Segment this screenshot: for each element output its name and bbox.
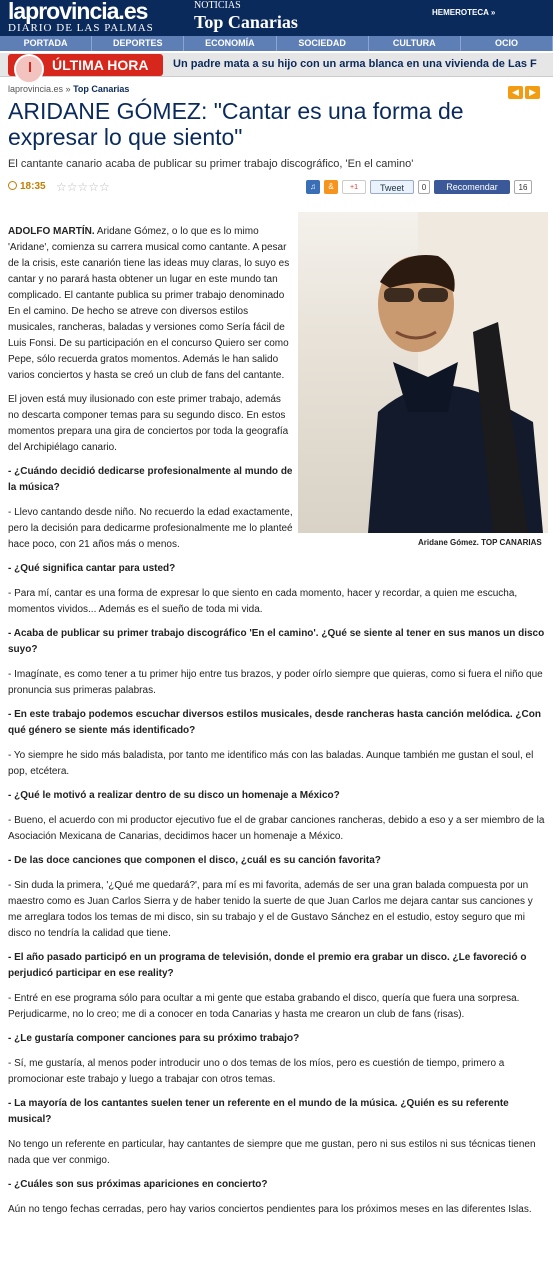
top-header xyxy=(0,0,553,36)
breadcrumb-separator: » xyxy=(65,84,71,94)
paragraph-2: El joven está muy ilusionado con este primer trabajo, además no descarta componer temas para su segundo disco. En estos momentos prepara una gira de conciertos por toda la geografía del Archipiélago canario. xyxy=(8,394,289,453)
social-buttons xyxy=(306,180,532,194)
answer-6: - Sin duda la primera, '¿Qué me quedará?', para mí es mi favorita, además de ser una gran balada compuesta por un maestro como es Juan Carlos Sierra y de haber tenido la suerte de que Juan Carlos me dejara cantar sus canciones y me arreglara todos los temas de mi disco, sin su trabajo y el de Gustavo Sánchez en el estudio, estoy seguro que mi disco no tendría la calidad que tiene. xyxy=(8,880,533,939)
breaking-headline[interactable]: Un padre mata a su hijo con un arma blanca en una vivienda de Las F xyxy=(173,58,537,70)
question-3: - Acaba de publicar su primer trabajo discográfico 'En el camino'. ¿Qué se siente al tener en sus manos un disco suyo? xyxy=(8,628,545,655)
question-6: - De las doce canciones que componen el disco, ¿cuál es su canción favorita? xyxy=(8,855,381,866)
answer-7: - Entré en ese programa sólo para ocultar a mi gente que estaba grabando el disco, quería que fuera una sorpresa. Perjudicarme, no lo creo; me di a conocer en toda Canarias y hasta me crearon un club de fans (risas). xyxy=(8,993,520,1020)
breadcrumb-current[interactable]: Top Canarias xyxy=(73,84,130,94)
answer-5: - Bueno, el acuerdo con mi productor ejecutivo fue el de grabar canciones rancheras, debido a eso y a ser miembro de la Asociación Mexicana de Canarias, decidimos hacer un homenaje a México. xyxy=(8,815,545,842)
breaking-label-text: ÚLTIMA HORA xyxy=(52,57,149,73)
author-name: ADOLFO MARTÍN. xyxy=(8,226,95,237)
section-title[interactable]: Top Canarias xyxy=(194,12,298,32)
photo-caption: Aridane Gómez. TOP CANARIAS xyxy=(418,538,542,547)
rating-stars[interactable]: ☆☆☆☆☆ xyxy=(56,180,110,194)
nav-portada[interactable]: PORTADA xyxy=(0,36,92,51)
answer-2: - Para mí, cantar es una forma de expresar lo que siento en cada momento, hacer y recordar, a quien me escucha, momentos vividos... Además es el sueño de toda mi vida. xyxy=(8,588,518,615)
breadcrumb-home[interactable]: laprovincia.es xyxy=(8,84,64,94)
question-9: - La mayoría de los cantantes suelen tener un referente en el mundo de la música. ¿Quién es su referente musical? xyxy=(8,1098,509,1125)
article-subtitle: El cantante canario acaba de publicar su primer trabajo discográfico, 'En el camino' xyxy=(8,158,414,170)
fb-count: 16 xyxy=(514,180,532,194)
logo-main: laprovincia.es xyxy=(8,0,148,24)
question-7: - El año pasado participó en un programa de televisión, donde el premio era grabar un disco. ¿Le favoreció o perjudicó participar en ese reality? xyxy=(8,952,527,979)
site-logo[interactable] xyxy=(8,0,186,34)
question-8: - ¿Le gustaría componer canciones para su próximo trabajo? xyxy=(8,1033,300,1044)
next-arrow-icon[interactable]: ▶ xyxy=(525,86,540,99)
breadcrumb xyxy=(8,84,129,94)
breaking-news-bar xyxy=(0,53,553,77)
article-time xyxy=(8,181,46,192)
time-text: 18:35 xyxy=(20,181,46,192)
nav-economia[interactable]: ECONOMÍA xyxy=(184,36,276,51)
article-body xyxy=(8,224,548,1226)
clock-icon xyxy=(14,54,44,84)
logo-sub: DIARIO DE LAS PALMAS xyxy=(8,22,154,34)
article-title: ARIDANE GÓMEZ: "Cantar es una forma de expresar lo que siento" xyxy=(8,98,464,150)
facebook-recommend-button[interactable]: Recomendar xyxy=(434,180,510,194)
nav-cultura[interactable]: CULTURA xyxy=(369,36,461,51)
article-meta xyxy=(8,180,548,196)
intro-paragraph xyxy=(8,224,293,384)
question-1: - ¿Cuándo decidió dedicarse profesionalmente al mundo de la música? xyxy=(8,466,293,493)
answer-10: Aún no tengo fechas cerradas, pero hay varios conciertos pendientes para los próximos meses en las diferentes Islas. xyxy=(8,1204,532,1215)
section-heading xyxy=(194,0,298,32)
answer-3: - Imagínate, es como tener a tu primer hijo entre tus brazos, y poder oírlo siempre que quieras, como si fuera el niño que pronuncia sus primeras palabras. xyxy=(8,669,543,696)
hemeroteca-link[interactable]: HEMEROTECA » xyxy=(432,8,496,17)
answer-1: - Llevo cantando desde niño. No recuerdo la edad exactamente, pero la decisión para dedicarme profesionalmente me lo planteé hace poco, con 21 años más o menos. xyxy=(8,507,293,550)
question-5: - ¿Qué le motivó a realizar dentro de su disco un homenaje a México? xyxy=(8,790,340,801)
tweet-count: 0 xyxy=(418,180,430,194)
share-icon[interactable]: ♫ xyxy=(306,180,320,194)
nav-ocio[interactable]: OCIO xyxy=(461,36,553,51)
nav-sociedad[interactable]: SOCIEDAD xyxy=(277,36,369,51)
question-10: - ¿Cuáles son sus próximas apariciones en concierto? xyxy=(8,1179,268,1190)
meneame-icon[interactable]: & xyxy=(324,180,338,194)
main-nav xyxy=(0,36,553,51)
prev-arrow-icon[interactable]: ◀ xyxy=(508,86,523,99)
section-label: NOTICIAS xyxy=(194,0,241,11)
question-2: - ¿Qué significa cantar para usted? xyxy=(8,563,176,574)
gplus-button[interactable]: +1 xyxy=(342,180,366,194)
answer-8: - Sí, me gustaría, al menos poder introducir uno o dos temas de los míos, pero es cuestión de tiempo, primero a promocionar este trabajo y luego a trabajar con otros temas. xyxy=(8,1058,505,1085)
breaking-label xyxy=(8,54,163,76)
answer-4: - Yo siempre he sido más baladista, por tanto me identifico más con las baladas. Aunque también me gustan el soul, el pop, etcétera. xyxy=(8,750,534,777)
time-icon xyxy=(8,181,17,190)
intro-text: Aridane Gómez, o lo que es lo mimo 'Aridane', comienza su carrera musical como cantante. A pesar de la crisis, este canarión tiene las ideas muy claras, lo suyo es cantar y no parará hasta obtener un lugar en este mundo tan complicado. El cantante publica su primer trabajo denominado En el camino. De hecho se atreve con diversos estilos musicales, rancheras, baladas y versiones como Sería fácil de Luis Fonsi. De su participación en el concurso Quiero ser como Pepe, sólo recuerda gratos momentos. Además le han salido varios conciertos y hasta se creó un club de fans del cantante. xyxy=(8,226,290,381)
nav-deportes[interactable]: DEPORTES xyxy=(92,36,184,51)
tweet-button[interactable]: Tweet xyxy=(370,180,414,194)
question-4: - En este trabajo podemos escuchar diversos estilos musicales, desde rancheras hasta canción melódica. ¿Con qué género se siente más identificado? xyxy=(8,709,541,736)
answer-9: No tengo un referente en particular, hay cantantes de siempre que me gustan, pero ni sus estilos ni sus técnicas tienen nada que ver conmigo. xyxy=(8,1139,536,1166)
